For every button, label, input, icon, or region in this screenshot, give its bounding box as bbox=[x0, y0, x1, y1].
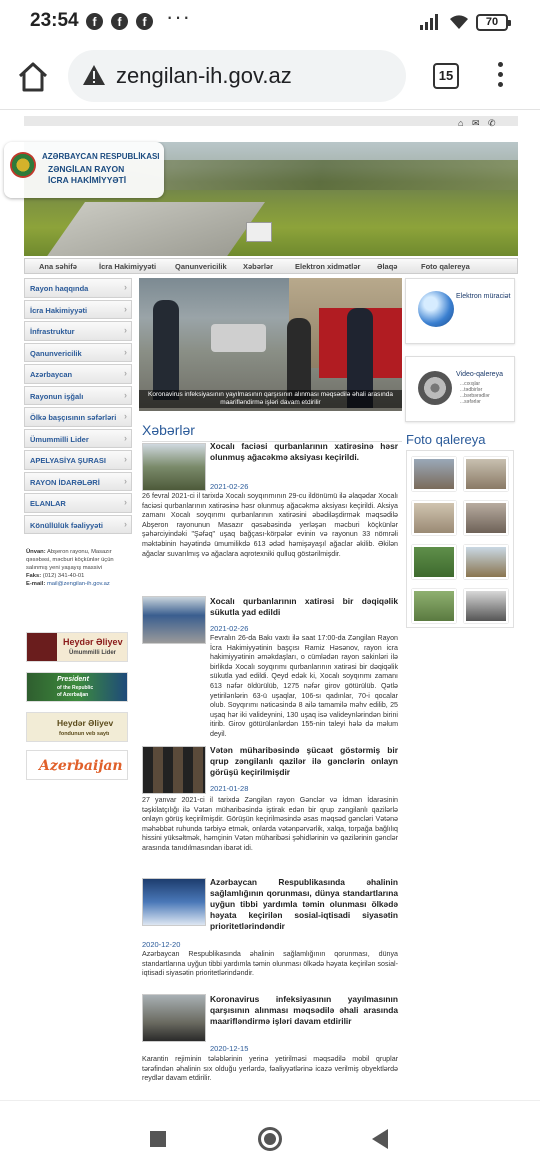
heydar-aliyev-banner[interactable]: Heydər Əliyev Ümummilli Lider bbox=[26, 632, 128, 662]
electronic-appeal-widget[interactable]: Elektron müraciət bbox=[405, 278, 515, 344]
gallery-thumbnail[interactable] bbox=[412, 457, 456, 491]
sidebar-item[interactable]: Rayon haqqında › bbox=[24, 278, 132, 298]
facebook-notification-icon: f bbox=[111, 13, 128, 30]
nav-item-photo-gallery[interactable]: Foto qalereya bbox=[421, 262, 470, 271]
logo-line: AZƏRBAYCAN RESPUBLİKASI bbox=[42, 152, 160, 161]
home-nav-icon[interactable] bbox=[258, 1127, 282, 1151]
news-thumbnail[interactable] bbox=[142, 443, 206, 491]
sidebar-item[interactable]: Rayonun işğalı › bbox=[24, 386, 132, 406]
state-emblem-icon bbox=[10, 152, 36, 178]
gallery-thumbnail[interactable] bbox=[464, 501, 508, 535]
browser-toolbar bbox=[0, 44, 540, 110]
nav-item-legislation[interactable]: Qanunvericilik bbox=[175, 262, 227, 271]
gallery-thumbnail[interactable] bbox=[412, 545, 456, 579]
news-thumbnail[interactable] bbox=[142, 994, 206, 1042]
contact-info: Ünvan: Abşeron rayonu, Masazır qəsəbəsi, məcburi köçkünlər üçün salınmış yeni yaşayış massivi Faks: (012) 341-40-01 E-mail: mail@zengilan-ih.gov.az bbox=[26, 549, 114, 587]
news-body: Azərbaycan Respublikasında əhalinin sağlamlığının qorunması, dünya standartlarına uyğun tibbi yardımla təmin olunması ölkədə həyata keçirilən sosial-iqtisadi siyasətin prioritetlərindəndir. bbox=[142, 950, 398, 978]
news-date: 2021-02-26 bbox=[210, 482, 249, 491]
heydar-aliyev-fund-banner[interactable]: Heydər Əliyev fondunun veb saytı bbox=[26, 712, 128, 742]
battery-icon: 70 bbox=[476, 14, 508, 31]
news-section-title: Xəbərlər bbox=[142, 422, 195, 438]
sidebar-item[interactable]: APELYASİYA ŞURASI › bbox=[24, 450, 132, 470]
recent-apps-icon[interactable] bbox=[150, 1131, 166, 1147]
more-notifications-icon: ··· bbox=[166, 4, 191, 29]
azerbaijan-banner[interactable]: Azerbaijan bbox=[26, 750, 128, 780]
featured-slider[interactable] bbox=[139, 278, 402, 411]
system-navigation-bar bbox=[0, 1100, 540, 1170]
sidebar-item[interactable]: RAYON İDARƏLƏRİ › bbox=[24, 472, 132, 492]
news-date: 2020-12-20 bbox=[142, 940, 181, 949]
email-link[interactable]: mail@zengilan-ih.gov.az bbox=[46, 581, 110, 587]
news-thumbnail[interactable] bbox=[142, 878, 206, 926]
site-logo[interactable] bbox=[4, 142, 164, 198]
nav-item-executive[interactable]: İcra Hakimiyyəti bbox=[99, 262, 157, 271]
news-body: 26 fevral 2021-ci il tarixdə Xocalı soyqırımının 29-cu ildönümü ilə əlaqədar Xocalı faciəsi qurbanlarının xatirəsinə həsr olunmuş ağacəkmə aksiyası keçirildi. Aksiya zamanı Xocalı soyqırımı qurbanlarının xatirəsini əbədiləşdirmək məqsədilə Abşeron rayonunun Masazır qəsəbəsində yerləşən məcburi köçkünlər şəhərciyindəki "Şəfəq" uşaq bağçası-körpələr evinin və rayonun 33 nömrəli məktəbinin həyətində ümumilikdə 613 ədəd həmişəyaşıl ağaclar əkilib. Əkilən ağaclar suvarılmış və ağaclara aqrotexniki qulluq göstərilmişdir. bbox=[142, 492, 398, 558]
back-icon[interactable] bbox=[372, 1129, 388, 1149]
slider-caption[interactable]: Koronavirus infeksiyasının yayılmasının qarşısının alınması məqsədilə əhali arasında maarifləndirmə işləri davam etdirilir bbox=[139, 390, 402, 408]
main-navigation bbox=[24, 258, 518, 274]
sidebar-item[interactable]: Qanunvericilik › bbox=[24, 343, 132, 363]
photo-gallery-title: Foto qalereya bbox=[406, 432, 486, 447]
home-icon[interactable] bbox=[16, 60, 50, 94]
phone-icon[interactable]: ✆ bbox=[488, 118, 496, 128]
wifi-icon bbox=[447, 12, 471, 30]
news-title[interactable]: Xocalı qurbanlarının xatirəsi bir dəqiqəlik sükutla yad edildi bbox=[210, 596, 398, 617]
status-time: 23:54 bbox=[30, 10, 79, 31]
sidebar-item[interactable]: İcra Hakimiyyəti › bbox=[24, 300, 132, 320]
sidebar-item[interactable]: Azərbaycan › bbox=[24, 364, 132, 384]
news-thumbnail[interactable] bbox=[142, 596, 206, 644]
globe-icon bbox=[418, 291, 454, 327]
news-title[interactable]: Koronavirus infeksiyasının yayılmasının qarşısının alınması məqsədilə əhali arasında maarifləndirmə işləri davam etdirilir bbox=[210, 994, 398, 1026]
sidebar-item[interactable]: Könüllülük fəaliyyəti › bbox=[24, 515, 132, 535]
news-date: 2021-02-26 bbox=[210, 624, 249, 633]
address-bar[interactable] bbox=[68, 50, 406, 102]
top-strip bbox=[24, 116, 518, 126]
sidebar-item[interactable]: İnfrastruktur › bbox=[24, 321, 132, 341]
url-text: zengilan-ih.gov.az bbox=[116, 63, 292, 88]
gallery-thumbnail[interactable] bbox=[412, 501, 456, 535]
sidebar-item[interactable]: Ümummilli Lider › bbox=[24, 429, 132, 449]
sidebar-menu bbox=[24, 278, 132, 536]
facebook-notification-icon: f bbox=[136, 13, 153, 30]
logo-line: ZƏNGİLAN RAYON bbox=[48, 164, 125, 174]
nav-item-e-services[interactable]: Elektron xidmətlər bbox=[295, 262, 361, 271]
news-title[interactable]: Xocalı faciəsi qurbanlarının xatirəsinə həsr olunmuş ağacəkmə aksiyası keçirildi. bbox=[210, 441, 398, 462]
news-date: 2021-01-28 bbox=[210, 784, 249, 793]
mail-icon[interactable]: ✉ bbox=[471, 118, 480, 128]
news-body: Karantin rejiminin tələblərinin yerinə yetirilməsi məqsədilə mobil qruplar tərəfindən əhalinin sıx olduğu yerlərdə, fəaliyyətlərinə icazə verilmiş obyektlərdə reydlər davam etdirilir. bbox=[142, 1055, 398, 1083]
photo-gallery-grid bbox=[406, 450, 514, 628]
facebook-notification-icon: f bbox=[86, 13, 103, 30]
news-title[interactable]: Azərbaycan Respublikasında əhalinin sağlamlığının qorunması, dünya standartlarına uyğun tibbi yardımla təmin olunması ölkədə həyata keçirilən sosial-iqtisadi siyasətin prioritetlərindəndir bbox=[210, 877, 398, 931]
news-body: Fevralın 26-da Bakı vaxtı ilə saat 17:00-da Zəngilan Rayon İcra Hakimiyyətinin başçısı Ramiz Həsənov, rayon icra hakimiyyətinin əməkdaşları, o cümlədən rayon sakinləri ilə birlikdə Xocalı soyqırımı qurbanlarının xatirəsi bir dəqiqəlik sükutla yad edildi. Qeyd edək ki, Xocalı soyqırımı zamanı 613 nəfər öldürülüb, 1275 nəfər girov götürülüb. Qətlə yetirilənlərin 63-ü uşaqlar, 106-sı qadınlar, 70-i qocalar olub. Soyqırımı nəticəsində 8 ailə tamamilə məhv edilib, 25 uşaq hər iki valideynini, 130 uşaq isə valideynlərindən birini itirib. Girov götürülənlərdən 155-nin taleyi hələ də məlum deyil. bbox=[210, 634, 398, 738]
fax-text: (012) 341-40-01 bbox=[42, 573, 85, 579]
film-reel-icon bbox=[418, 371, 452, 405]
news-body: 27 yanvar 2021-ci il tarixdə Zəngilan rayon Gənclər və İdman İdarəsinin təşkilatçılığı ilə Vətən müharibəsində iştirak edən bir qrup zəngilanlı qazilərlə onlayn görüş keçirilmişdir. Görüşün keçirilməsində əsas məqsəd gəncləri Vətənə məhəbbət ruhunda tərbiyə etmək, onlarda vətənpərvərlik, xalqa, torpağa bağlılıq hissini yüksəltmək, həmçinin Vətən müharibəsi şəhidlərinin və qazilərinin gənclər arasında tanıdılmasından ibarət idi. bbox=[142, 796, 398, 852]
nav-item-home[interactable]: Ana səhifə bbox=[39, 262, 77, 271]
news-title[interactable]: Vətən müharibəsində şücaət göstərmiş bir qrup zəngilanlı qazilər ilə gənclərin onlayn görüşü keçirilmişdir bbox=[210, 745, 398, 777]
gallery-thumbnail[interactable] bbox=[464, 545, 508, 579]
president-banner[interactable]: President of the Republic of Azerbaijan bbox=[26, 672, 128, 702]
not-secure-warning-icon[interactable] bbox=[82, 64, 106, 86]
sidebar-item[interactable]: Ölkə başçısının səfərləri › bbox=[24, 407, 132, 427]
news-thumbnail[interactable] bbox=[142, 746, 206, 794]
address-text: Abşeron rayonu, Masazır qəsəbəsi, məcburi köçkünlər üçün salınmış yeni yaşayış massivi bbox=[26, 549, 114, 571]
sidebar-item[interactable]: ELANLAR › bbox=[24, 493, 132, 513]
status-bar bbox=[0, 0, 540, 44]
nav-item-news[interactable]: Xəbərlər bbox=[243, 262, 274, 271]
browser-menu-icon[interactable] bbox=[494, 62, 506, 92]
video-gallery-widget[interactable]: Video-qalereya ...cıxışlar ...tədbirlər ...bərbərədlər ...səfərlər bbox=[405, 356, 515, 422]
logo-line: İCRA HAKİMİYYƏTİ bbox=[48, 175, 127, 185]
nav-item-contact[interactable]: Əlaqə bbox=[377, 262, 398, 271]
home-link-icon[interactable]: ⌂ bbox=[458, 118, 464, 128]
signal-icon bbox=[420, 14, 440, 30]
news-date: 2020-12-15 bbox=[210, 1044, 249, 1053]
web-page bbox=[0, 110, 540, 1100]
gallery-thumbnail[interactable] bbox=[464, 589, 508, 623]
gallery-thumbnail[interactable] bbox=[464, 457, 508, 491]
tab-switcher-button[interactable]: 15 bbox=[433, 63, 459, 89]
gallery-thumbnail[interactable] bbox=[412, 589, 456, 623]
